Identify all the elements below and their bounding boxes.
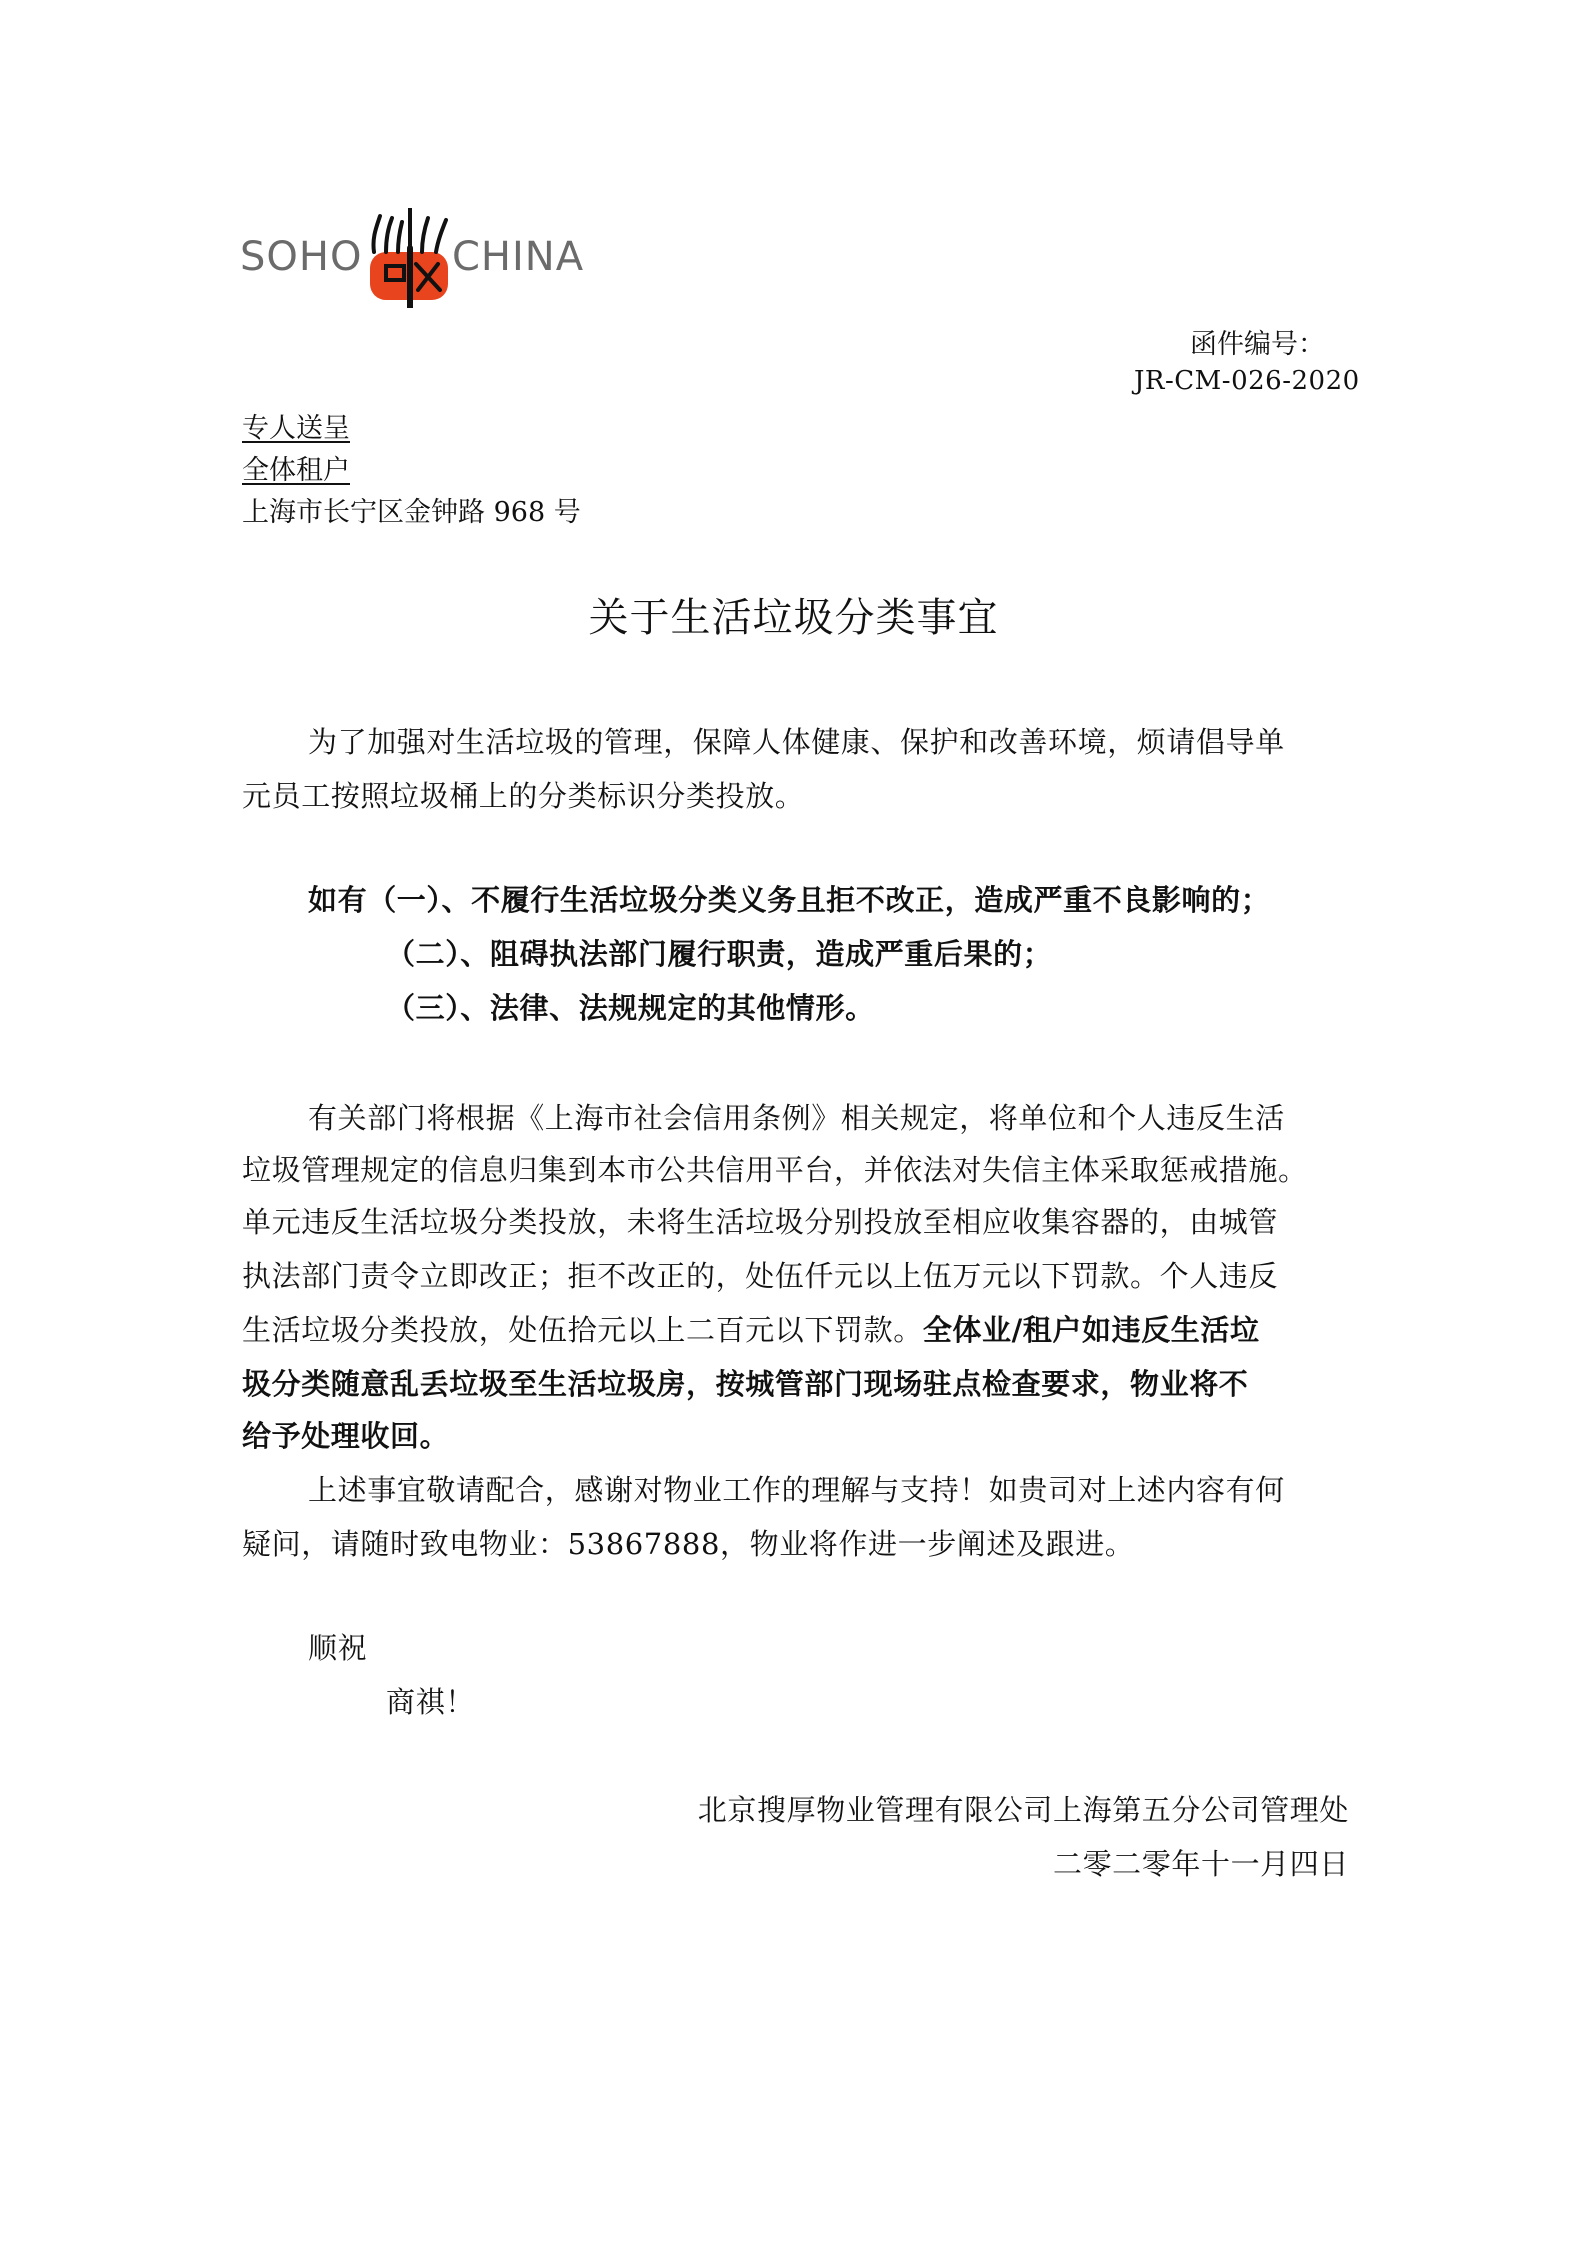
logo-seal-icon [364,208,454,308]
case-item-3: （三）、法律、法规规定的其他情形。 [386,991,875,1025]
paragraph-line: 元员工按照垃圾桶上的分类标识分类投放。 [242,779,805,813]
case-item-1: 如有（一）、不履行生活垃圾分类义务且拒不改正，造成严重不良影响的； [308,883,1271,917]
paragraph-line: 疑问，请随时致电物业：53867888，物业将作进一步阐述及跟进。 [242,1527,1135,1561]
logo-text-soho: SOHO [240,234,363,280]
closing-wish: 顺祝 [308,1631,368,1665]
paragraph-line [242,1308,1260,1349]
delivery-note: 专人送呈 [242,413,350,444]
emphasis-line: 圾分类随意乱丢垃圾至生活垃圾房，按城管部门现场驻点检查要求，物业将不 [242,1367,1249,1401]
case-item-2: （二）、阻碍执法部门履行职责，造成严重后果的； [386,937,1053,971]
emphasis-text: 全体业/租户如违反生活垃 [922,1313,1260,1347]
reference-label: 函件编号： [1190,329,1325,360]
company-logo [240,208,585,308]
paragraph-line: 执法部门责令立即改正；拒不改正的，处伍仟元以上伍万元以下罚款。个人违反 [242,1259,1279,1293]
paragraph-line: 为了加强对生活垃圾的管理，保障人体健康、保护和改善环境，烦请倡导单 [308,725,1285,759]
logo-text-china: CHINA [452,234,585,280]
emphasis-line: 给予处理收回。 [242,1419,450,1453]
document-title: 关于生活垃圾分类事宜 [588,595,999,641]
reference-number: JR-CM-026-2020 [1134,366,1360,396]
paragraph-line: 垃圾管理规定的信息归集到本市公共信用平台，并依法对失信主体采取惩戒措施。 [242,1153,1308,1187]
recipient-address: 上海市长宁区金钟路 968 号 [242,497,581,528]
paragraph-text: 生活垃圾分类投放，处伍拾元以上二百元以下罚款。 [242,1313,923,1347]
paragraph-line: 有关部门将根据《上海市社会信用条例》相关规定，将单位和个人违反生活 [308,1101,1285,1135]
recipient-name: 全体租户 [242,455,350,486]
paragraph-line: 单元违反生活垃圾分类投放，未将生活垃圾分别投放至相应收集容器的，由城管 [242,1205,1279,1239]
signature-date: 二零二零年十一月四日 [1052,1847,1349,1881]
paragraph-line: 上述事宜敬请配合，感谢对物业工作的理解与支持！如贵司对上述内容有何 [308,1473,1285,1507]
closing-regards: 商祺！ [386,1685,475,1719]
signature-company: 北京搜厚物业管理有限公司上海第五分公司管理处 [697,1793,1349,1827]
